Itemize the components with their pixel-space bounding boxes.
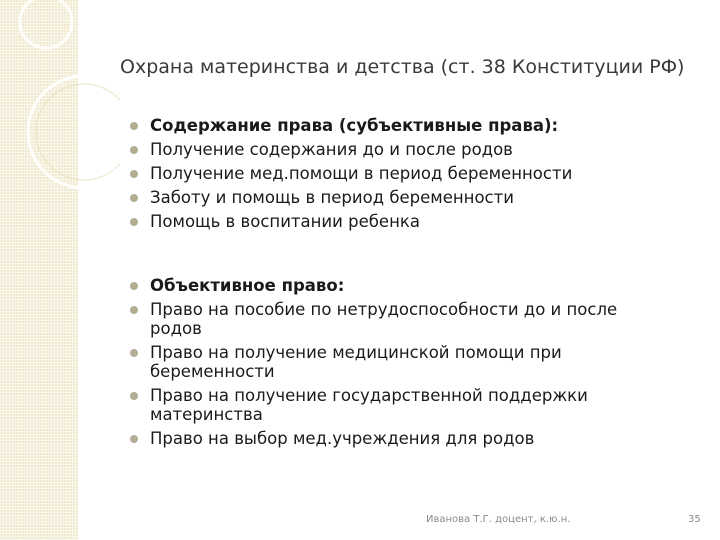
list-item: Помощь в воспитании ребенка xyxy=(126,210,596,234)
list-item xyxy=(126,114,596,138)
footer-author: Иванова Т.Г. доцент, к.ю.н. xyxy=(426,514,571,525)
objective-heading: Объективное право: xyxy=(150,276,345,295)
page-number: 35 xyxy=(688,514,701,525)
list-item: Получение содержания до и после родов xyxy=(126,138,596,162)
list-item: Право на выбор мед.учреждения для родов xyxy=(126,429,666,448)
list-item xyxy=(126,276,666,295)
decorative-circles xyxy=(0,0,120,540)
list-item: Право на получение государственной поддержки материнства xyxy=(126,386,666,424)
objective-rights-list xyxy=(126,276,666,453)
list-item: Получение мед.помощи в период беременности xyxy=(126,162,596,186)
slide-title: Охрана материнства и детства (ст. 38 Конституции РФ) xyxy=(120,56,685,78)
list-item: Заботу и помощь в период беременности xyxy=(126,186,596,210)
subjective-rights-list xyxy=(126,114,596,234)
subjective-heading: Содержание права (субъективные права): xyxy=(150,116,559,135)
list-item: Право на получение медицинской помощи при беременности xyxy=(126,343,666,381)
list-item: Право на пособие по нетрудоспособности до и после родов xyxy=(126,300,666,338)
